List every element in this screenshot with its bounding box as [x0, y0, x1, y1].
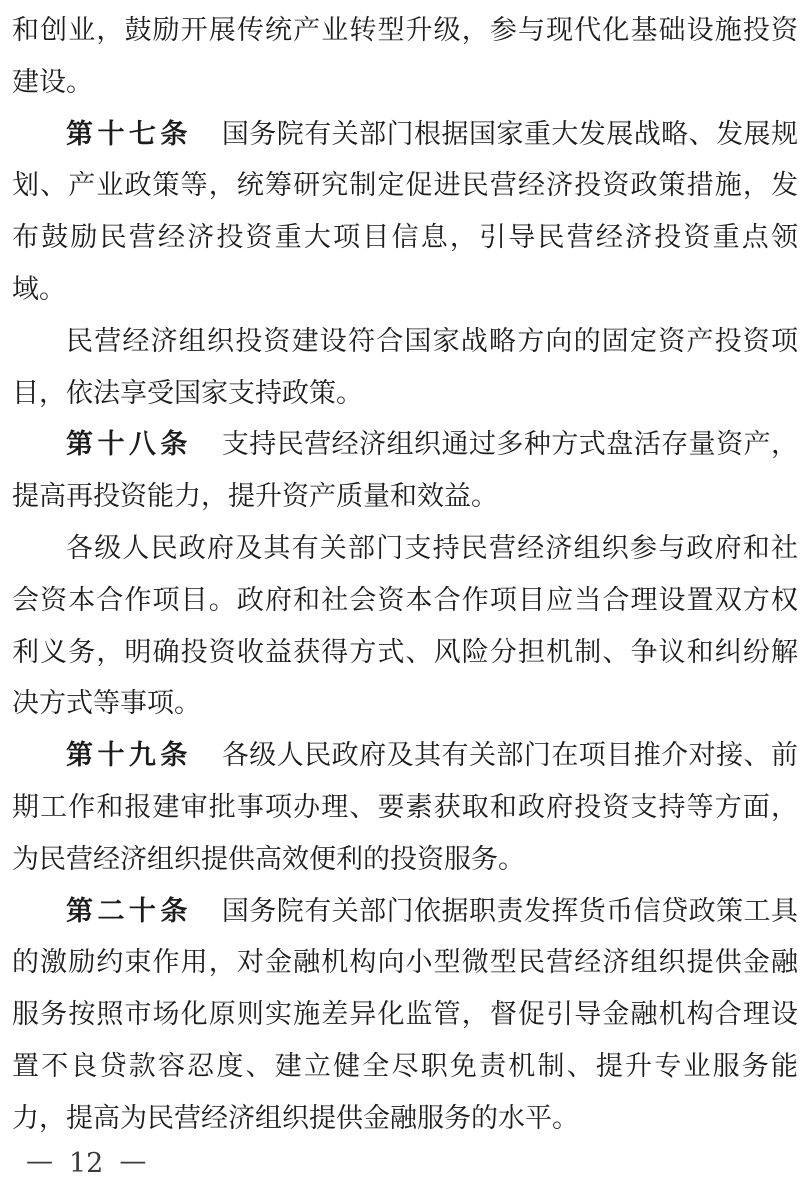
- document-body: [12, 5, 798, 1145]
- text-line: 和创业，鼓励开展传统产业转型升级，参与现代化基础设施投资: [12, 15, 798, 46]
- text-line: 力，提高为民营经济组织提供金融服务的水平。: [12, 1102, 579, 1134]
- article-number: 第十九条: [66, 740, 192, 772]
- text-line: 期工作和报建审批事项办理、要素获取和政府投资支持等方面，: [12, 791, 798, 823]
- article-number: 第二十条: [66, 895, 192, 927]
- text-line: 会资本合作项目。政府和社会资本合作项目应当合理设置双方权: [12, 584, 798, 616]
- text-line: 第十九条 各级人民政府及其有关部门在项目推介对接、前: [66, 740, 798, 772]
- text-line: 为民营经济组织提供高效便利的投资服务。: [12, 843, 525, 875]
- footer-left-dash: —: [26, 1146, 53, 1177]
- text-line: 服务按照市场化原则实施差异化监管，督促引导金融机构合理设: [12, 999, 798, 1031]
- article-number: 第十七条: [66, 118, 192, 150]
- text-line: 的激励约束作用，对金融机构向小型微型民营经济组织提供金融: [12, 947, 798, 979]
- text-line: 决方式等事项。: [12, 688, 201, 720]
- text-line: 划、产业政策等，统筹研究制定促进民营经济投资政策措施，发: [12, 170, 798, 202]
- text-line: 提高再投资能力，提升资产质量和效益。: [12, 481, 498, 513]
- article-number: 第十八条: [66, 429, 192, 461]
- page-footer: [26, 1148, 146, 1179]
- text-line: 域。: [12, 273, 66, 305]
- text-line: 目，依法享受国家支持政策。: [12, 377, 363, 409]
- text-line: 布鼓励民营经济投资重大项目信息，引导民营经济投资重点领: [12, 222, 798, 254]
- text-line: 民营经济组织投资建设符合国家战略方向的固定资产投资项: [66, 325, 798, 357]
- text-line: 建设。: [12, 66, 93, 98]
- text-line: 第十八条 支持民营经济组织通过多种方式盘活存量资产，: [66, 429, 798, 461]
- text-line: 第二十条 国务院有关部门依据职责发挥货币信贷政策工具: [66, 895, 798, 927]
- text-line: 各级人民政府及其有关部门支持民营经济组织参与政府和社: [66, 532, 798, 564]
- text-line: 第十七条 国务院有关部门根据国家重大发展战略、发展规: [66, 118, 798, 150]
- text-line: 利义务，明确投资收益获得方式、风险分担机制、争议和纠纷解: [12, 636, 798, 668]
- footer-right-dash: —: [119, 1146, 147, 1177]
- text-line: 置不良贷款容忍度、建立健全尽职免责机制、提升专业服务能: [12, 1050, 798, 1082]
- page-number: 12: [69, 1148, 104, 1179]
